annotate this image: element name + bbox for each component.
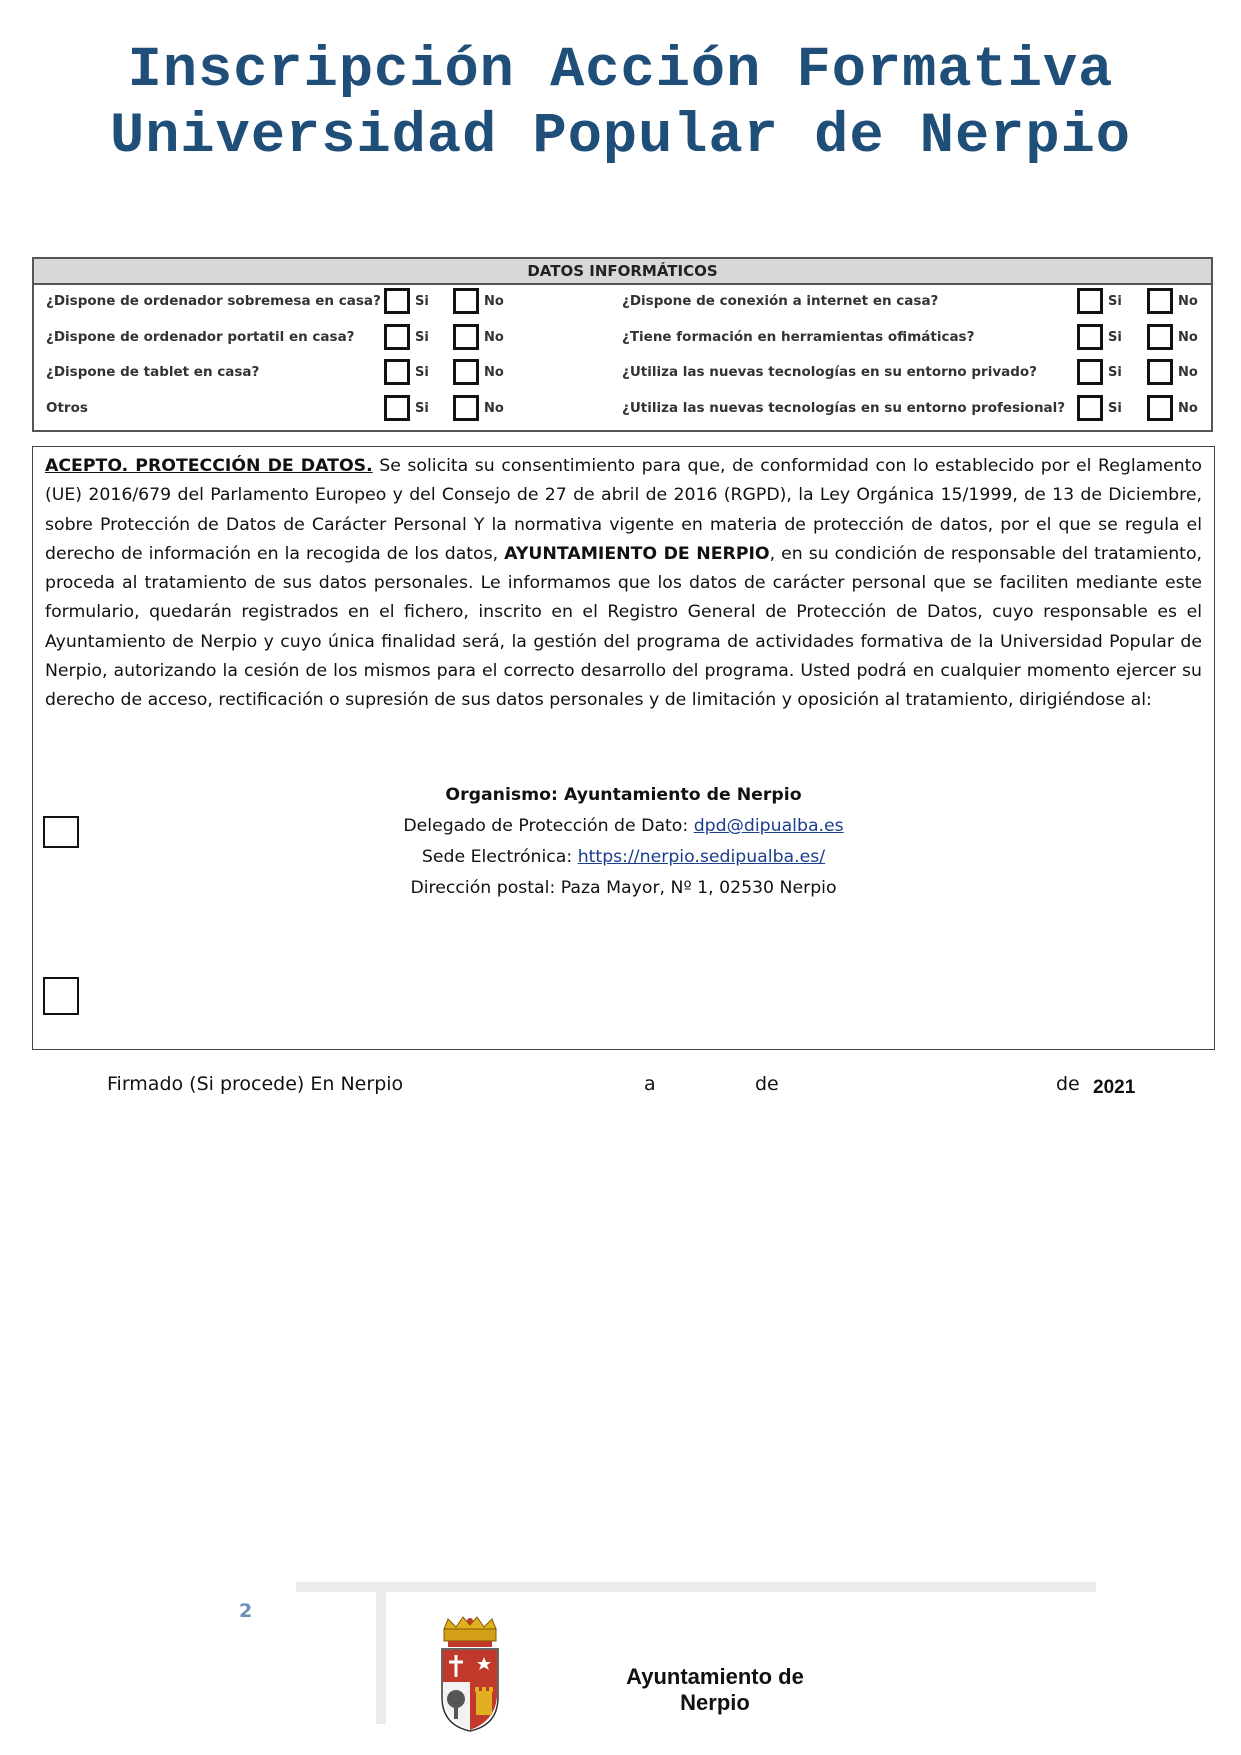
question-label: Otros	[46, 400, 88, 416]
question-row	[34, 393, 1211, 423]
footer-divider-horizontal	[296, 1582, 1096, 1592]
yes-label: Si	[1108, 401, 1122, 416]
yes-label: Si	[415, 330, 429, 345]
no-checkbox[interactable]	[453, 359, 479, 385]
yes-checkbox[interactable]	[1077, 395, 1103, 421]
signature-a-label: a	[644, 1073, 656, 1095]
title-line-2: Universidad Popular de Nerpio	[110, 105, 1131, 169]
signature-year: 2021	[1093, 1077, 1136, 1098]
no-label: No	[1178, 330, 1198, 345]
yes-checkbox[interactable]	[1077, 359, 1103, 385]
question-row	[34, 357, 1211, 387]
delegado-label: Delegado de Protección de Dato:	[403, 816, 694, 836]
page-number: 2	[239, 1600, 253, 1622]
no-checkbox[interactable]	[1147, 395, 1173, 421]
no-label: No	[1178, 365, 1198, 380]
no-label: No	[484, 294, 504, 309]
consent-text-part-1: Se solicita su consentimiento para que, de conformidad con lo establecido por el Reglamento (UE) 2016/679 del Parlamento Europeo y del Consejo de 27 de abril de 2016 (RGPD), la Ley Orgánica 15/1999, de 13 de Diciembre, sobre Protección de Datos de Carácter Personal Y la normativa vigente en materia de protección de datos, por el que se regula el derecho de información en la recogida de los datos,	[45, 456, 1202, 564]
no-checkbox[interactable]	[453, 324, 479, 350]
yes-label: Si	[1108, 294, 1122, 309]
yes-checkbox[interactable]	[384, 288, 410, 314]
footer-organization	[600, 1664, 830, 1716]
data-protection-consent-box	[32, 446, 1215, 1050]
yes-label: Si	[415, 401, 429, 416]
contact-info	[33, 780, 1214, 904]
question-label: ¿Dispone de tablet en casa?	[46, 364, 260, 380]
title-line-1: Inscripción Acción Formativa	[127, 39, 1114, 103]
firmado-label: Firmado (Si procede) En Nerpio	[107, 1073, 404, 1095]
consent-checkbox-1[interactable]	[43, 816, 79, 848]
question-label: ¿Utiliza las nuevas tecnologías en su entorno privado?	[622, 364, 1038, 380]
question-row	[34, 286, 1211, 316]
no-label: No	[484, 330, 504, 345]
yes-checkbox[interactable]	[1077, 288, 1103, 314]
question-label: ¿Tiene formación en herramientas ofimáticas?	[622, 329, 975, 345]
yes-label: Si	[415, 365, 429, 380]
no-label: No	[484, 365, 504, 380]
no-label: No	[1178, 294, 1198, 309]
signature-de-label: de	[1056, 1073, 1080, 1095]
yes-checkbox[interactable]	[384, 395, 410, 421]
consent-heading: ACEPTO. PROTECCIÓN DE DATOS.	[45, 456, 373, 476]
footer-org-line-2: Nerpio	[680, 1690, 750, 1715]
no-checkbox[interactable]	[453, 288, 479, 314]
signature-de-label: de	[755, 1073, 779, 1095]
question-label: ¿Dispone de conexión a internet en casa?	[622, 293, 939, 309]
delegado-email-link[interactable]: dpd@dipualba.es	[693, 816, 844, 836]
yes-label: Si	[1108, 330, 1122, 345]
consent-text-part-2: , en su condición de responsable del tratamiento, proceda al tratamiento de sus datos personales. Le informamos que los datos de carácter personal que se faciliten mediante este formulario, quedarán registrados en el fichero, inscrito en el Registro General de Protección de Datos, cuyo responsable es el Ayuntamiento de Nerpio y cuyo única finalidad será, la gestión del programa de actividades formativa de la Universidad Popular de Nerpio, autorizando la cesión de los mismos para el correcto desarrollo del programa. Usted podrá en cualquier momento ejercer su derecho de acceso, rectificación o supresión de sus datos personales y de limitación y oposición al tratamiento, dirigiéndose al:	[45, 543, 1203, 711]
delegado-line	[33, 811, 1214, 842]
coat-of-arms-icon	[434, 1615, 506, 1735]
yes-checkbox[interactable]	[1077, 324, 1103, 350]
consent-checkbox-2[interactable]	[43, 977, 79, 1015]
question-label: ¿Dispone de ordenador portatil en casa?	[46, 329, 355, 345]
yes-label: Si	[415, 294, 429, 309]
no-label: No	[484, 401, 504, 416]
question-row	[34, 322, 1211, 352]
datos-informaticos-header: DATOS INFORMÁTICOS	[34, 259, 1211, 285]
footer-divider-vertical	[376, 1582, 386, 1724]
datos-informaticos-table	[32, 257, 1213, 432]
question-label: ¿Dispone de ordenador sobremesa en casa?	[46, 293, 381, 309]
direccion-postal: Dirección postal: Paza Mayor, Nº 1, 02530 Nerpio	[410, 878, 837, 898]
question-label: ¿Utiliza las nuevas tecnologías en su entorno profesional?	[622, 400, 1066, 416]
no-checkbox[interactable]	[1147, 288, 1173, 314]
document-title	[0, 38, 1241, 170]
footer-org-line-1: Ayuntamiento de	[626, 1664, 804, 1689]
consent-text	[45, 452, 1202, 716]
yes-label: Si	[1108, 365, 1122, 380]
sede-line	[33, 842, 1214, 873]
consent-entity: AYUNTAMIENTO DE NERPIO	[504, 543, 770, 564]
no-label: No	[1178, 401, 1198, 416]
yes-checkbox[interactable]	[384, 359, 410, 385]
sede-url-link[interactable]: https://nerpio.sedipualba.es/	[577, 847, 826, 867]
no-checkbox[interactable]	[453, 395, 479, 421]
yes-checkbox[interactable]	[384, 324, 410, 350]
organismo: Organismo: Ayuntamiento de Nerpio	[445, 785, 802, 805]
no-checkbox[interactable]	[1147, 324, 1173, 350]
sede-label: Sede Electrónica:	[421, 847, 578, 867]
no-checkbox[interactable]	[1147, 359, 1173, 385]
